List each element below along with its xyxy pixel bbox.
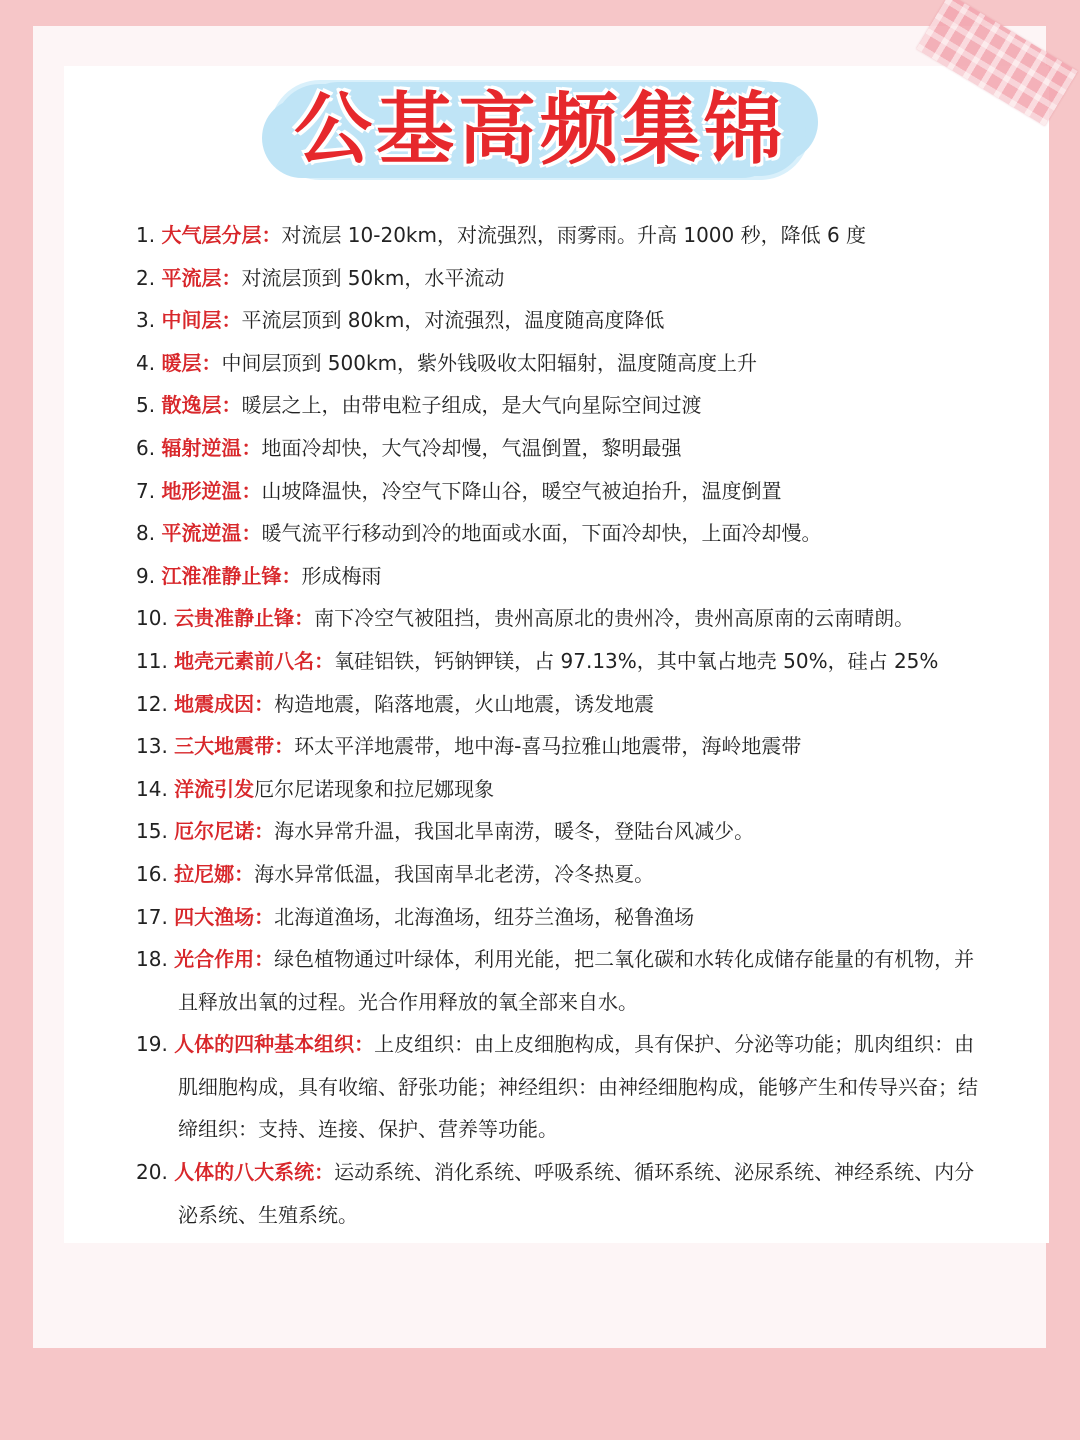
item-number: 8. <box>136 521 156 546</box>
item-term: 地震成因： <box>174 691 275 716</box>
list-item <box>136 1151 986 1236</box>
item-text: 暖层之上，由带电粒子组成，是大气向星际空间过渡 <box>241 393 702 418</box>
fact-list <box>136 214 986 1236</box>
item-term: 拉尼娜： <box>174 861 255 886</box>
item-number: 1. <box>136 223 156 247</box>
item-number: 12. <box>136 691 168 716</box>
page-title: 公基高频集锦 <box>293 85 786 175</box>
item-number: 15. <box>136 819 168 844</box>
item-text: 中间层顶到 500km，紫外钱吸收太阳辐射，温度随高度上升 <box>221 350 758 375</box>
list-item <box>136 384 986 427</box>
item-term: 平流逆温： <box>161 521 262 546</box>
item-text: 对流层顶到 50km，水平流动 <box>241 265 505 290</box>
item-number: 11. <box>136 648 168 673</box>
list-item <box>136 853 986 896</box>
item-term: 洋流引发 <box>174 776 255 801</box>
item-term: 人体的四种基本组织： <box>174 1032 375 1057</box>
item-number: 3. <box>136 308 156 333</box>
item-text: 运动系统、消化系统、呼吸系统、循环系统、泌尿系统、神经系统、内分泌系统、生殖系统。 <box>178 1160 975 1227</box>
item-term: 平流层： <box>161 265 242 290</box>
list-item <box>136 725 986 768</box>
list-item <box>136 1023 986 1151</box>
item-term: 厄尔尼诺： <box>174 819 275 844</box>
item-term: 大气层分层： <box>161 223 282 247</box>
list-item <box>136 427 986 470</box>
item-number: 10. <box>136 606 168 631</box>
item-term: 地壳元素前八名： <box>174 648 335 673</box>
item-number: 14. <box>136 776 168 801</box>
item-term: 云贵准静止锋： <box>174 606 315 631</box>
item-number: 19. <box>136 1032 168 1057</box>
item-text: 对流层 10-20km，对流强烈，雨雾雨。升高 1000 秒，降低 6 度 <box>281 223 867 247</box>
item-term: 暖层： <box>161 350 222 375</box>
item-number: 7. <box>136 478 156 503</box>
item-text: 北海道渔场，北海渔场，纽芬兰渔场，秘鲁渔场 <box>274 904 695 929</box>
item-term: 人体的八大系统： <box>174 1160 335 1185</box>
item-text: 上皮组织：由上皮细胞构成，具有保护、分泌等功能；肌肉组织：由肌细胞构成，具有收缩、舒张功能；神经组织：由神经细胞构成，能够产生和传导兴奋；结缔组织：支持、连接、保护、营养等功能。 <box>178 1032 978 1142</box>
list-item <box>136 810 986 853</box>
item-number: 5. <box>136 393 156 418</box>
item-number: 18. <box>136 947 168 972</box>
item-term: 江淮准静止锋： <box>161 563 302 588</box>
list-item <box>136 683 986 726</box>
item-number: 20. <box>136 1160 168 1185</box>
item-term: 辐射逆温： <box>161 435 262 460</box>
item-number: 13. <box>136 734 168 759</box>
item-text: 厄尔尼诺现象和拉尼娜现象 <box>254 776 495 801</box>
item-text: 构造地震，陷落地震，火山地震，诱发地震 <box>274 691 655 716</box>
list-item <box>136 555 986 598</box>
item-term: 三大地震带： <box>174 734 295 759</box>
item-text: 环太平洋地震带，地中海-喜马拉雅山地震带，海岭地震带 <box>294 734 802 759</box>
item-text: 氧硅铝铁，钙钠钾镁，占 97.13%，其中氧占地壳 50%，硅占 25% <box>334 648 939 673</box>
item-text: 地面冷却快，大气冷却慢，气温倒置，黎明最强 <box>261 435 682 460</box>
item-number: 6. <box>136 435 156 460</box>
item-text: 形成梅雨 <box>301 563 382 588</box>
list-item <box>136 597 986 640</box>
item-text: 海水异常低温，我国南旱北老涝，冷冬热夏。 <box>254 861 655 886</box>
list-item <box>136 640 986 683</box>
item-number: 9. <box>136 563 156 588</box>
list-item <box>136 257 986 300</box>
item-number: 16. <box>136 861 168 886</box>
list-item <box>136 512 986 555</box>
item-term: 中间层： <box>161 308 242 333</box>
item-number: 4. <box>136 350 156 375</box>
item-number: 17. <box>136 904 168 929</box>
item-term: 四大渔场： <box>174 904 275 929</box>
item-term: 散逸层： <box>161 393 242 418</box>
list-item <box>136 470 986 513</box>
item-term: 光合作用： <box>174 947 275 972</box>
item-text: 绿色植物通过叶绿体，利用光能，把二氧化碳和水转化成储存能量的有机物，并且释放出氧的过程。光合作用释放的氧全部来自水。 <box>178 947 975 1014</box>
item-text: 南下冷空气被阻挡，贵州高原北的贵州冷，贵州高原南的云南晴朗。 <box>314 606 915 631</box>
item-text: 暖气流平行移动到冷的地面或水面，下面冷却快，上面冷却慢。 <box>261 521 822 546</box>
item-number: 2. <box>136 265 156 290</box>
item-text: 山坡降温快，冷空气下降山谷，暖空气被迫抬升，温度倒置 <box>261 478 782 503</box>
list-item <box>136 896 986 939</box>
item-term: 地形逆温： <box>161 478 262 503</box>
list-item <box>136 214 986 257</box>
item-text: 平流层顶到 80km，对流强烈，温度随高度降低 <box>241 308 665 333</box>
list-item <box>136 299 986 342</box>
item-text: 海水异常升温，我国北旱南涝，暖冬，登陆台风减少。 <box>274 819 755 844</box>
list-item <box>136 938 986 1023</box>
list-item <box>136 342 986 385</box>
list-item <box>136 768 986 811</box>
